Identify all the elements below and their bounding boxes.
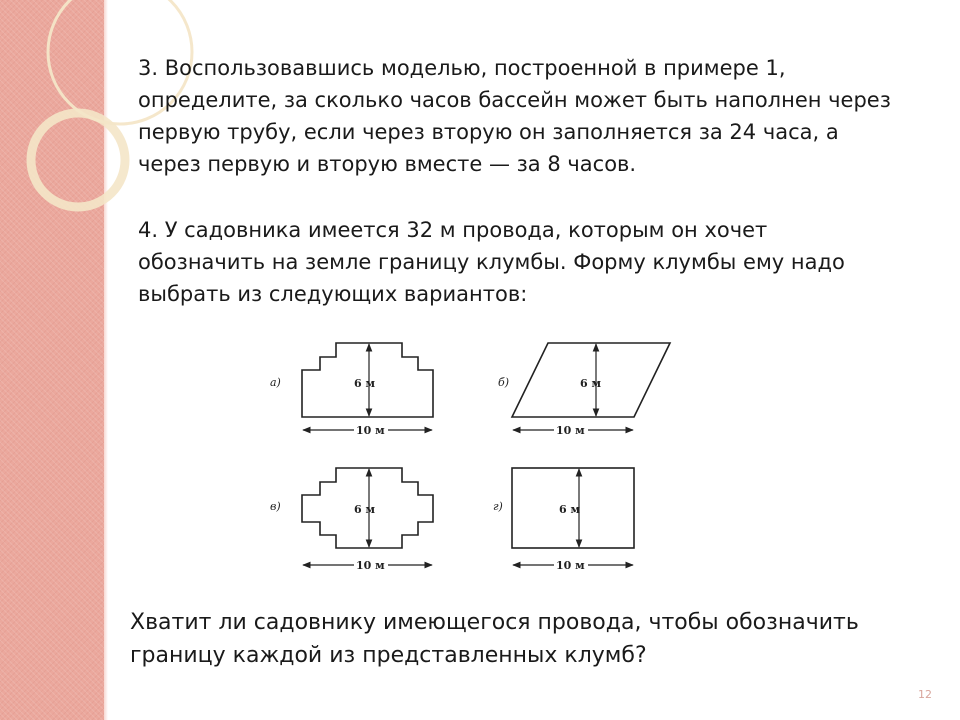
shape-a [270,343,433,437]
shape-d-width-label: 10 м [556,559,585,572]
shape-c-width-label: 10 м [356,559,385,572]
shape-d [493,468,634,572]
shape-b-label: б) [498,376,510,389]
shape-b-width-label: 10 м [556,424,585,437]
shape-b [498,343,670,437]
question-text: Хватит ли садовнику имеющегося провода, чтобы обозначить границу каждой из представленных клумб? [130,610,859,668]
flowerbed-figure [250,325,720,595]
shape-c-label: в) [270,500,281,513]
decor-ring-small [31,113,125,207]
page-number: 12 [918,688,932,701]
shape-a-label: а) [270,376,281,389]
shape-a-width-label: 10 м [356,424,385,437]
problem-4-text: 4. У садовника имеется 32 м провода, которым он хочет обозначить на земле границу клумбы. Форму клумбы ему надо выбрать из следующих вариантов: [138,218,845,306]
shape-c [270,468,433,572]
problem-3-text: 3. Воспользовавшись моделью, построенной в примере 1, определите, за сколько часов бассейн может быть наполнен через первую трубу, если через вторую он заполняется за 24 часа, а через первую и вторую вместе — за 8 часов. [138,56,891,176]
shape-d-label: г) [493,500,503,513]
shape-c-height-label: 6 м [354,503,376,516]
shape-b-height-label: 6 м [580,377,602,390]
shape-a-height-label: 6 м [354,377,376,390]
shape-d-height-label: 6 м [559,503,581,516]
